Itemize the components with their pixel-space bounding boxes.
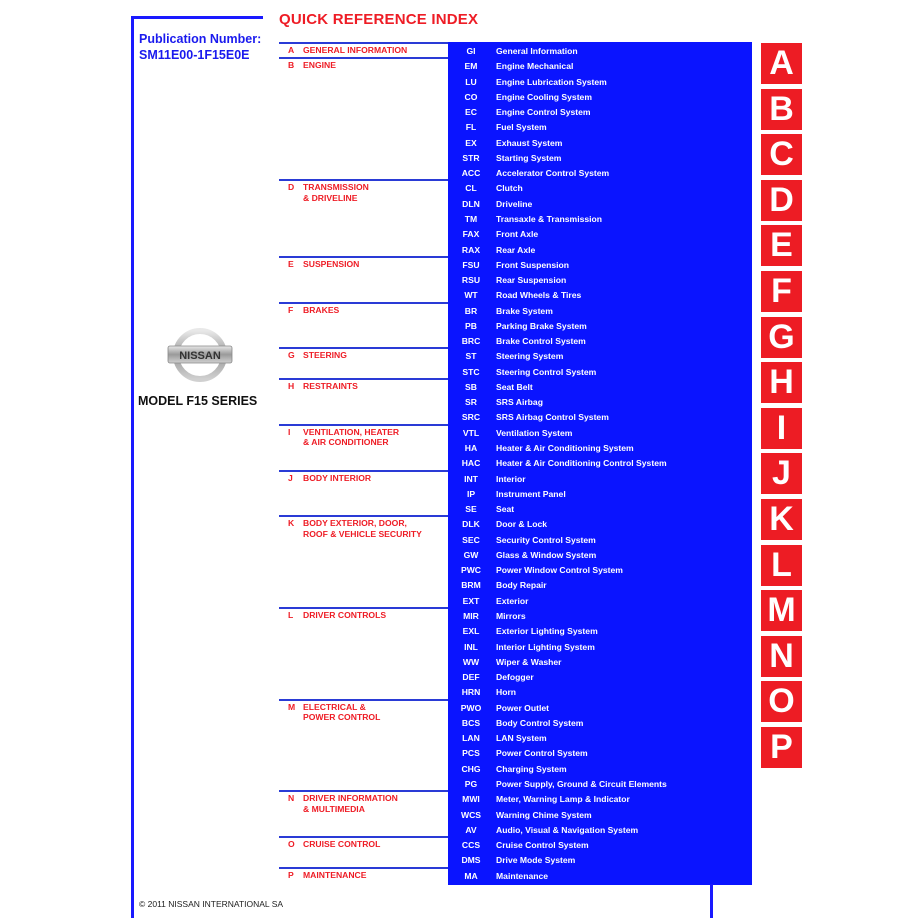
index-name: Brake System [496,305,553,316]
index-name: Glass & Window System [496,549,597,560]
section-letter: N [288,793,295,804]
index-row[interactable] [448,456,752,471]
index-row[interactable] [448,181,752,196]
index-row[interactable] [448,395,752,410]
index-name: Exterior Lighting System [496,626,598,637]
section-letter: A [288,45,295,55]
section-letter: K [288,518,295,529]
section-label-line2: & MULTIMEDIA [303,803,365,814]
index-code: PCS [462,748,480,759]
section-label-line2: POWER CONTROL [303,712,381,723]
section-divider [279,790,449,792]
index-name: Power Supply, Ground & Circuit Elements [496,778,667,789]
index-name: SRS Airbag Control System [496,412,609,423]
index-row[interactable] [448,304,752,319]
index-name: Engine Cooling System [496,91,592,102]
tab-p[interactable]: P [761,727,802,768]
section-letter: J [288,472,293,483]
section-label [303,427,399,448]
index-name: Interior Lighting System [496,641,595,652]
index-code: HA [464,443,478,454]
section-letter: I [288,426,291,437]
section-label [303,793,398,814]
section-divider [279,302,449,304]
index-code: BRM [461,580,481,591]
index-row[interactable] [448,731,752,746]
index-row[interactable] [448,701,752,716]
section-label-line1: MAINTENANCE [303,869,367,880]
section-label-line1: TRANSMISSION [303,182,369,193]
copyright: © 2011 NISSAN INTERNATIONAL SA [139,899,284,909]
section-divider [279,699,449,701]
index-name: Charging System [496,763,567,774]
section-label [303,60,336,71]
left-frame-line [131,16,134,918]
section-divider [279,515,449,517]
tab-c[interactable]: C [761,134,802,175]
section-letter: O [288,839,295,850]
section-label-line1: CRUISE CONTROL [303,839,381,850]
index-row[interactable] [448,594,752,609]
index-name: Starting System [496,152,562,163]
section-label-line1: SUSPENSION [303,258,360,269]
index-code: MWI [462,794,480,805]
publication-number: SM11E00-1F15E0E [139,48,250,62]
panel-connector-line [710,884,713,918]
index-row[interactable] [448,151,752,166]
model-name: MODEL F15 SERIES [138,394,258,408]
index-name: Body Repair [496,580,547,591]
section-divider [279,347,449,349]
index-name: Power Control System [496,748,588,759]
index-name: Engine Mechanical [496,61,574,72]
tab-f[interactable]: F [761,271,802,312]
index-row[interactable] [448,90,752,105]
index-code: ACC [461,168,481,179]
index-code: SB [465,381,477,392]
index-code: EXL [462,626,480,637]
tab-h[interactable]: H [761,362,802,403]
section-letter: E [288,258,294,269]
tab-n[interactable]: N [761,636,802,677]
index-row[interactable] [448,258,752,273]
index-name: Exterior [496,595,529,606]
index-row[interactable] [448,365,752,380]
index-row[interactable] [448,869,752,884]
index-name: Power Window Control System [496,565,623,576]
section-label [303,45,407,56]
nissan-logo-icon [166,327,234,383]
index-code: FSU [462,259,480,270]
section-label [303,259,359,270]
index-name: Accelerator Control System [496,168,610,179]
index-row[interactable] [448,380,752,395]
index-name: SRS Airbag [496,397,543,408]
index-code: RAX [461,244,481,255]
index-code: ST [465,351,477,362]
index-name: Rear Axle [496,244,536,255]
section-divider [279,256,449,258]
index-row[interactable] [448,334,752,349]
index-code: AV [465,824,477,835]
section-divider [279,179,449,181]
index-row[interactable] [448,426,752,441]
index-row[interactable] [448,670,752,685]
index-code: HRN [461,687,481,698]
index-name: Front Axle [496,229,539,240]
index-row[interactable] [448,120,752,135]
index-name: Seat [496,504,515,515]
index-code: EXT [462,595,480,606]
section-label [303,350,347,361]
tab-g[interactable]: G [761,317,802,358]
index-code: CCS [461,840,481,851]
section-letter: M [288,701,296,712]
section-letter: L [288,609,294,620]
section-letter: P [288,869,294,880]
index-code: TM [464,213,478,224]
section-label [303,182,369,203]
tab-l[interactable]: L [761,545,802,586]
index-name: Horn [496,687,517,698]
section-letter: B [288,60,295,71]
index-name: Driveline [496,198,533,209]
index-row[interactable] [448,319,752,334]
index-row[interactable] [448,655,752,670]
index-code: MIR [463,610,479,621]
index-code: SRC [461,412,481,423]
index-code: FL [465,122,477,133]
index-row[interactable] [448,517,752,532]
publication-label: Publication Number: [139,32,262,46]
index-row[interactable] [448,624,752,639]
section-divider [279,836,449,838]
index-code: DEF [462,672,480,683]
section-divider [279,378,449,380]
index-code: SE [465,504,477,515]
index-row[interactable] [448,410,752,425]
index-name: Parking Brake System [496,320,587,331]
index-code: IP [466,488,476,499]
index-name: Steering System [496,351,564,362]
index-code: DMS [461,855,481,866]
index-name: Rear Suspension [496,275,567,286]
section-label [303,839,380,850]
index-row[interactable] [448,838,752,853]
section-label-line1: STEERING [303,350,347,361]
index-name: Steering Control System [496,366,597,377]
index-row[interactable] [448,502,752,517]
index-code: EM [464,61,478,72]
index-name: Security Control System [496,534,596,545]
section-divider [279,424,449,426]
index-name: Transaxle & Transmission [496,213,603,224]
section-label-line1: BODY EXTERIOR, DOOR, [303,518,407,529]
index-row[interactable] [448,136,752,151]
index-name: Audio, Visual & Navigation System [496,824,639,835]
index-name: Cruise Control System [496,840,589,851]
index-row[interactable] [448,853,752,868]
tab-o[interactable]: O [761,681,802,722]
section-label-line1: ENGINE [303,60,336,71]
section-letter: D [288,182,295,193]
index-name: Fuel System [496,122,547,133]
index-row[interactable] [448,288,752,303]
index-code: EX [465,137,477,148]
index-code: BR [464,305,478,316]
index-name: Heater & Air Conditioning Control System [496,458,667,469]
index-name: Power Outlet [496,702,550,713]
section-label [303,381,358,392]
index-name: Engine Control System [496,107,591,118]
index-code: HAC [461,458,481,469]
tab-e[interactable]: E [761,225,802,266]
index-name: Engine Lubrication System [496,76,607,87]
index-panel [448,42,752,885]
section-label-line2: & DRIVELINE [303,192,358,203]
section-divider [279,607,449,609]
index-row[interactable] [448,44,752,59]
index-row[interactable] [448,243,752,258]
index-row[interactable] [448,685,752,700]
section-divider [279,57,449,59]
index-name: LAN System [496,733,547,744]
section-label [303,305,339,316]
tab-m[interactable]: M [761,590,802,631]
index-row[interactable] [448,273,752,288]
index-name: Heater & Air Conditioning System [496,443,634,454]
index-name: Instrument Panel [496,488,566,499]
index-row[interactable] [448,762,752,777]
index-code: VTL [462,427,480,438]
index-row[interactable] [448,105,752,120]
index-code: LAN [462,733,480,744]
index-code: INL [464,641,478,652]
page-title: QUICK REFERENCE INDEX [279,11,479,28]
index-code: LU [465,76,477,87]
index-row[interactable] [448,563,752,578]
index-code: CO [464,91,478,102]
section-label-line2: ROOF & VEHICLE SECURITY [303,528,422,539]
index-row[interactable] [448,59,752,74]
index-row[interactable] [448,441,752,456]
index-code: PB [465,320,477,331]
index-row[interactable] [448,533,752,548]
section-label-line1: DRIVER INFORMATION [303,793,398,804]
section-label-line2: & AIR CONDITIONER [303,437,389,448]
tab-b[interactable]: B [761,89,802,130]
index-code: CHG [461,763,481,774]
index-row[interactable] [448,349,752,364]
index-row[interactable] [448,227,752,242]
index-row[interactable] [448,746,752,761]
section-label [303,702,380,723]
index-name: Interior [496,473,526,484]
index-name: Body Control System [496,717,584,728]
index-name: Exhaust System [496,137,563,148]
section-label-line1: ELECTRICAL & [303,701,366,712]
index-name: Seat Belt [496,381,533,392]
section-label-line1: VENTILATION, HEATER [303,426,400,437]
index-name: Maintenance [496,870,549,881]
index-code: INT [464,473,478,484]
index-name: Drive Mode System [496,855,576,866]
index-code: WT [464,290,478,301]
section-label [303,518,422,539]
section-divider [279,42,449,44]
svg-text:NISSAN: NISSAN [179,350,221,362]
index-code: BRC [461,336,481,347]
index-code: SEC [462,534,480,545]
index-row[interactable] [448,472,752,487]
index-row[interactable] [448,212,752,227]
index-code: RSU [461,275,481,286]
section-label-line1: RESTRAINTS [303,380,358,391]
index-row[interactable] [448,792,752,807]
index-row[interactable] [448,823,752,838]
index-name: Ventilation System [496,427,573,438]
index-code: CL [465,183,477,194]
index-name: Mirrors [496,610,526,621]
tab-a[interactable]: A [761,43,802,84]
index-row[interactable] [448,777,752,792]
index-name: Brake Control System [496,336,586,347]
section-label-line1: DRIVER CONTROLS [303,609,387,620]
section-label [303,870,367,881]
top-frame-line [131,16,263,19]
index-code: GW [463,549,479,560]
section-divider [279,470,449,472]
section-label-line1: GENERAL INFORMATION [303,45,408,55]
tab-j[interactable]: J [761,453,802,494]
tab-d[interactable]: D [761,180,802,221]
index-name: Door & Lock [496,519,548,530]
section-letter: F [288,304,294,315]
index-code: FAX [462,229,480,240]
index-code: STR [462,152,480,163]
section-letter: H [288,380,295,391]
index-code: DLN [462,198,480,209]
index-row[interactable] [448,166,752,181]
index-row[interactable] [448,487,752,502]
index-name: Defogger [496,672,534,683]
section-label-line1: BRAKES [303,304,340,315]
index-code: PG [464,778,478,789]
index-code: WW [462,656,480,667]
index-row[interactable] [448,609,752,624]
index-code: BCS [461,717,481,728]
index-row[interactable] [448,640,752,655]
index-code: SR [465,397,477,408]
index-code: MA [464,870,478,881]
index-row[interactable] [448,716,752,731]
tab-i[interactable]: I [761,408,802,449]
publication-block [139,31,261,63]
index-name: Road Wheels & Tires [496,290,582,301]
section-divider [279,867,449,869]
index-code: DLK [462,519,480,530]
index-row[interactable] [448,197,752,212]
index-code: PWO [460,702,482,713]
index-name: Front Suspension [496,259,570,270]
index-code: GI [466,46,476,56]
index-name: Meter, Warning Lamp & Indicator [496,794,630,805]
index-code: WCS [460,809,482,820]
section-letter: G [288,350,295,361]
index-row[interactable] [448,75,752,90]
index-row[interactable] [448,578,752,593]
index-name: Wiper & Washer [496,656,562,667]
section-label [303,610,386,621]
index-code: EC [465,107,477,118]
index-name: Clutch [496,183,523,194]
tab-k[interactable]: K [761,499,802,540]
index-name: General Information [496,46,578,56]
index-code: STC [462,366,480,377]
index-name: Warning Chime System [496,809,592,820]
section-label [303,473,371,484]
index-code: PWC [460,565,482,576]
index-row[interactable] [448,808,752,823]
section-label-line1: BODY INTERIOR [303,472,372,483]
index-row[interactable] [448,548,752,563]
